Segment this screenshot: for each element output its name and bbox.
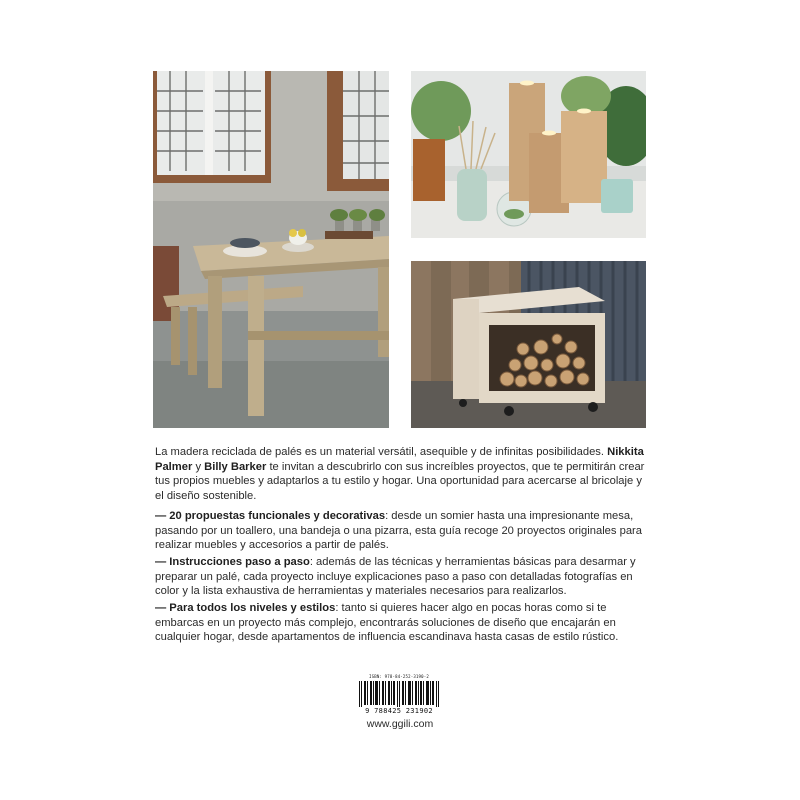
feature-title: — Instrucciones paso a paso [155,556,310,568]
barcode-bars [359,681,439,707]
feature-paragraph [155,555,645,599]
feature-title: — Para todos los niveles y estilos [155,602,336,614]
feature-text: : además de las técnicas y herramientas básicas para desarmar y preparar un palé, cada proyecto incluye explicaciones paso a paso con detalladas fotografías en color y la lista exhaustiva de herramientas y materiales necesarios para realizarlos. [155,556,636,598]
isbn-barcode [355,673,443,715]
isbn-label: ISBN: 978-84-252-3190-2 [369,674,429,679]
intro-text-part1: La madera reciclada de palés es un material versátil, asequible y de infinitas posibilidades. [155,446,604,458]
intro-connector: y [195,460,202,473]
feature-paragraph [155,509,645,553]
feature-text: : tanto si quieres hacer algo en pocas horas como si te embarcas en un proyecto más complejo, encontrarás soluciones de diseño que encajarán en cualquier hogar, desde apartamentos de influencia escandinava hasta casas de estilo rústico. [155,602,619,644]
photo-pallet-firewood-crate [411,261,646,428]
author-name-1: Nikkita Palmer [155,446,644,473]
feature-text: : desde un somier hasta una impresionante mesa, pasando por un toallero, una bandeja o una pizarra, esta guía recoge 20 proyectos originales para realizar muebles y accesorios a partir de palés. [155,510,642,552]
photo-pallet-candle-holders [411,71,646,238]
feature-paragraph [155,601,645,645]
publisher-website: www.ggili.com [366,718,434,730]
intro-text-part2: te invitan a descubrirlo con sus increíbles proyectos, que te permitirán crear tus propios muebles y adaptarlos a tu estilo y hogar. Una oportunidad para acercarse al bricolaje y el diseño sostenible. [155,460,645,502]
barcode-digits: 9 788425 231902 [365,707,433,715]
intro-paragraph [155,445,645,503]
author-name-2: Billy Barker [204,460,267,473]
photo-pallet-table [153,71,389,428]
feature-title: — 20 propuestas funcionales y decorativas [155,510,386,522]
